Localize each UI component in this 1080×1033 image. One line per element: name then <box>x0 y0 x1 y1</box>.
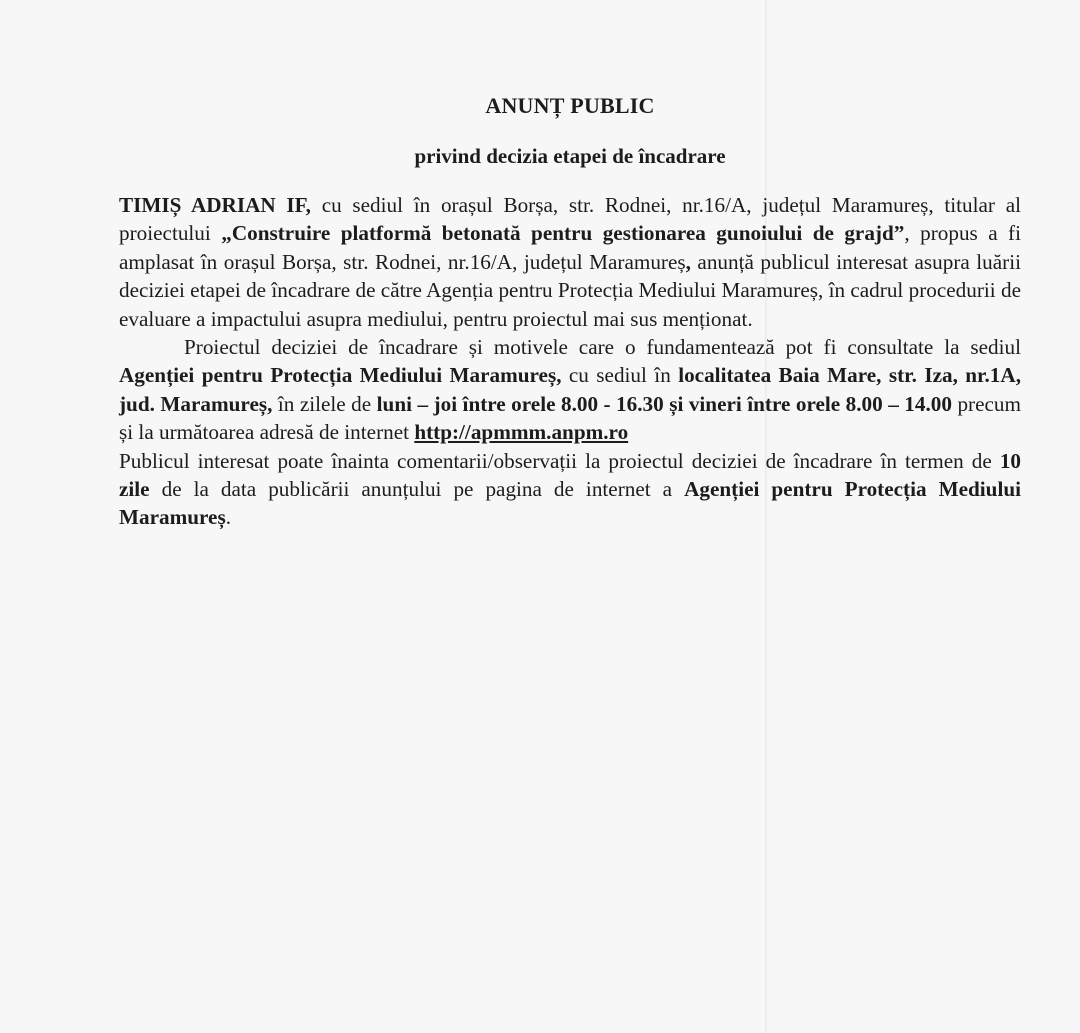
agency-website-link[interactable]: http://apmmm.anpm.ro <box>414 420 629 445</box>
document-title: ANUNȚ PUBLIC <box>485 93 655 118</box>
document-body <box>119 191 1021 532</box>
text: , <box>685 249 691 274</box>
text: . <box>225 505 231 530</box>
text: , propus a fi amplasat în orașul Borșa, str. Rodnei, nr.16/A, județul Maramureș <box>119 221 1021 274</box>
text: cu sediul în orașul Borșa, str. Rodnei, nr.16/A, județul Maramureș, titular al proiectului <box>119 193 1021 246</box>
project-name: „Construire platformă betonată pentru gestionarea gunoiului de grajd” <box>221 221 905 246</box>
paragraph-applicant <box>119 191 1021 333</box>
paragraph-comments <box>119 447 1021 532</box>
text: precum și la următoarea adresă de internet <box>119 391 1021 445</box>
agency-address: localitatea Baia Mare, str. Iza, nr.1A, jud. Maramureș, <box>119 363 1022 416</box>
text: Publicul interesat poate înainta comentarii/observații la proiectul deciziei de încadrare în termen de <box>119 448 1000 473</box>
text: de la data publicării anunțului pe pagina de internet a <box>149 477 685 502</box>
text: anunță publicul interesat asupra luării deciziei etapei de încadrare de către Agenția pentru Protecția Mediului Maramureș, în cadrul procedurii de evaluare a impactului asupra mediului, pentru proiectul mai sus menționat. <box>119 249 1021 331</box>
paragraph-consultation <box>119 333 1021 447</box>
agency-name: Agenției pentru Protecția Mediului Maramureș <box>119 477 1021 530</box>
text: cu sediul în <box>561 363 679 388</box>
agency-name: Agenției pentru Protecția Mediului Maramureș, <box>119 363 562 388</box>
company-name: TIMIȘ ADRIAN IF, <box>119 193 311 217</box>
office-schedule: luni – joi între orele 8.00 - 16.30 și vineri între orele 8.00 – 14.00 <box>376 391 952 416</box>
comment-deadline: 10 zile <box>119 448 1021 502</box>
document-subtitle: privind decizia etapei de încadrare <box>414 144 726 168</box>
text: în zilele de <box>272 391 377 416</box>
text: Proiectul deciziei de încadrare și motivele care o fundamentează pot fi consultate la sediul <box>184 335 1021 360</box>
